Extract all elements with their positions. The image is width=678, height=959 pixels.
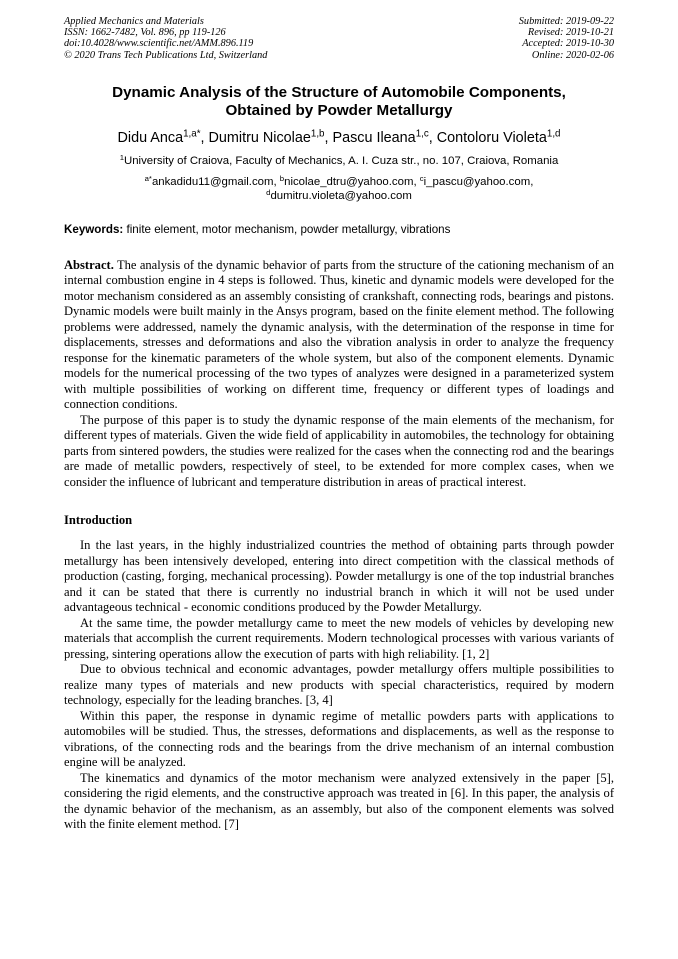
email-link[interactable]: i_pascu@yahoo.com,	[423, 175, 534, 188]
header-left	[64, 16, 267, 61]
abstract	[64, 258, 614, 491]
email-link[interactable]: dumitru.violeta@yahoo.com	[270, 190, 412, 203]
abstract-text: The analysis of the dynamic behavior of parts from the structure of the cationing mechanism of an internal combustion engine in 4 steps is followed. Thus, kinetic and dynamic models were developed for the motor mechanism considered as an assembly consisting of crankshaft, connecting rods, bearings and pistons. Dynamic models were built mainly in the Ansys program, based on the finite element method. The following problems were addressed, namely the dynamic analysis, with the determination of the response in time for displacements, stresses and deformations and also the vibration analysis in order to analyze the frequency response for the kinematic parameters of the whole system, but also of the component elements. Dynamic models for the numerical processing of the two types of analyzes were designed in a parameterized system with multiple possibilities of working on different time, frequency or different types of loadings and connection conditions.	[64, 257, 614, 412]
body-paragraph: In the last years, in the highly industrialized countries the method of obtaining parts through powder metallurgy has been intensively developed, entering into direct competition with the classical methods of production (casting, forging, mechanical processing). Powder metallurgy is one of the top industrial branches and it can be stated that there is currently no industrial branch in which it will not be used under advantageous technical - economic conditions produced by the Powder Metallurgy.	[64, 538, 614, 615]
author-sep: ,	[200, 129, 209, 146]
affiliation-sup: 1	[119, 152, 124, 162]
author-sep: ,	[428, 129, 437, 146]
keywords	[64, 223, 614, 237]
author-name: Didu Anca	[117, 129, 184, 146]
author-name: Contoloru Violeta	[436, 129, 547, 146]
copyright: © 2020 Trans Tech Publications Ltd, Switzerland	[64, 49, 268, 61]
email-line-1	[64, 175, 614, 190]
email-sup: c	[419, 173, 424, 183]
affiliation	[64, 154, 614, 168]
keywords-text: finite element, motor mechanism, powder metallurgy, vibrations	[123, 222, 451, 236]
email-line-2	[64, 189, 614, 204]
issn: ISSN: 1662-7482, Vol. 896, pp 119-126	[64, 27, 226, 39]
header-right	[519, 16, 614, 61]
introduction-body	[64, 538, 614, 833]
email-link[interactable]: ankadidu11@gmail.com,	[151, 175, 280, 188]
journal-name: Applied Mechanics and Materials	[64, 16, 204, 27]
email-link[interactable]: nicolae_dtru@yahoo.com,	[284, 175, 420, 188]
body-paragraph: Due to obvious technical and economic advantages, powder metallurgy offers multiple possibilities to realize many types of materials and new products with special characteristics, required by modern technology, especially for the leading branches. [3, 4]	[64, 662, 614, 708]
affiliation-text: University of Craiova, Faculty of Mechanics, A. I. Cuza str., no. 107, Craiova, Romania	[124, 154, 559, 167]
abstract-paragraph	[64, 258, 614, 413]
author-sup: 1,c	[415, 128, 429, 140]
keywords-label: Keywords:	[64, 222, 124, 236]
author-list	[64, 129, 614, 147]
body-paragraph: At the same time, the powder metallurgy came to meet the new models of vehicles by developing new materials that accomplish the current requirements. Modern technological processes with various variants of pressing, sintering operations allow the execution of parts with high reliability. [1, 2]	[64, 615, 614, 661]
author-sup: 1,a*	[183, 128, 201, 140]
title-line-1: Dynamic Analysis of the Structure of Automobile Components,	[112, 83, 566, 101]
revised-date: Revised: 2019-10-21	[527, 27, 614, 39]
doi: doi:10.4028/www.scientific.net/AMM.896.119	[64, 38, 254, 50]
author-sep: ,	[324, 129, 333, 146]
title-line-2: Obtained by Powder Metallurgy	[225, 101, 453, 119]
abstract-paragraph: The purpose of this paper is to study the dynamic response of the main elements of the mechanism, for different types of materials. Given the wide field of applicability in automobiles, the technology for obtaining parts from sintered powders, the studies were realized for the cases when the connecting rod and the bearings are made of metallic powders, respectively of steel, to be extended for more complex cases, when we consider the influence of lubricant and temperature distribution in areas of practical interest.	[64, 412, 614, 489]
email-sup: a*	[144, 173, 152, 183]
email-block	[64, 175, 614, 204]
abstract-label: Abstract.	[64, 257, 114, 272]
author-name: Pascu Ileana	[332, 129, 416, 146]
email-sup: b	[279, 173, 285, 183]
section-heading-introduction: Introduction	[64, 513, 133, 528]
body-paragraph: Within this paper, the response in dynamic regime of metallic powders parts with applications to automobiles will be studied. Thus, the stresses, deformations and displacements, as well as the response to vibrations, of the connecting rods and the bearings from the drive mechanism of an internal combustion engine will be analyzed.	[64, 708, 614, 770]
journal-header	[64, 16, 614, 61]
body-paragraph: The kinematics and dynamics of the motor mechanism were analyzed extensively in the paper [5], considering the rigid elements, and the constructive approach was treated in [6]. In this paper, the analysis of the dynamic behavior of the mechanism, as an assembly, but also of the component elements was solved with the finite element method. [7]	[64, 770, 614, 832]
email-sup: d	[266, 188, 271, 198]
paper-title	[64, 84, 614, 120]
submitted-date: Submitted: 2019-09-22	[518, 16, 614, 27]
author-name: Dumitru Nicolae	[208, 129, 311, 146]
author-sup: 1,d	[546, 128, 561, 140]
online-date: Online: 2020-02-06	[531, 49, 614, 61]
author-sup: 1,b	[310, 128, 325, 140]
accepted-date: Accepted: 2019-10-30	[522, 38, 614, 50]
